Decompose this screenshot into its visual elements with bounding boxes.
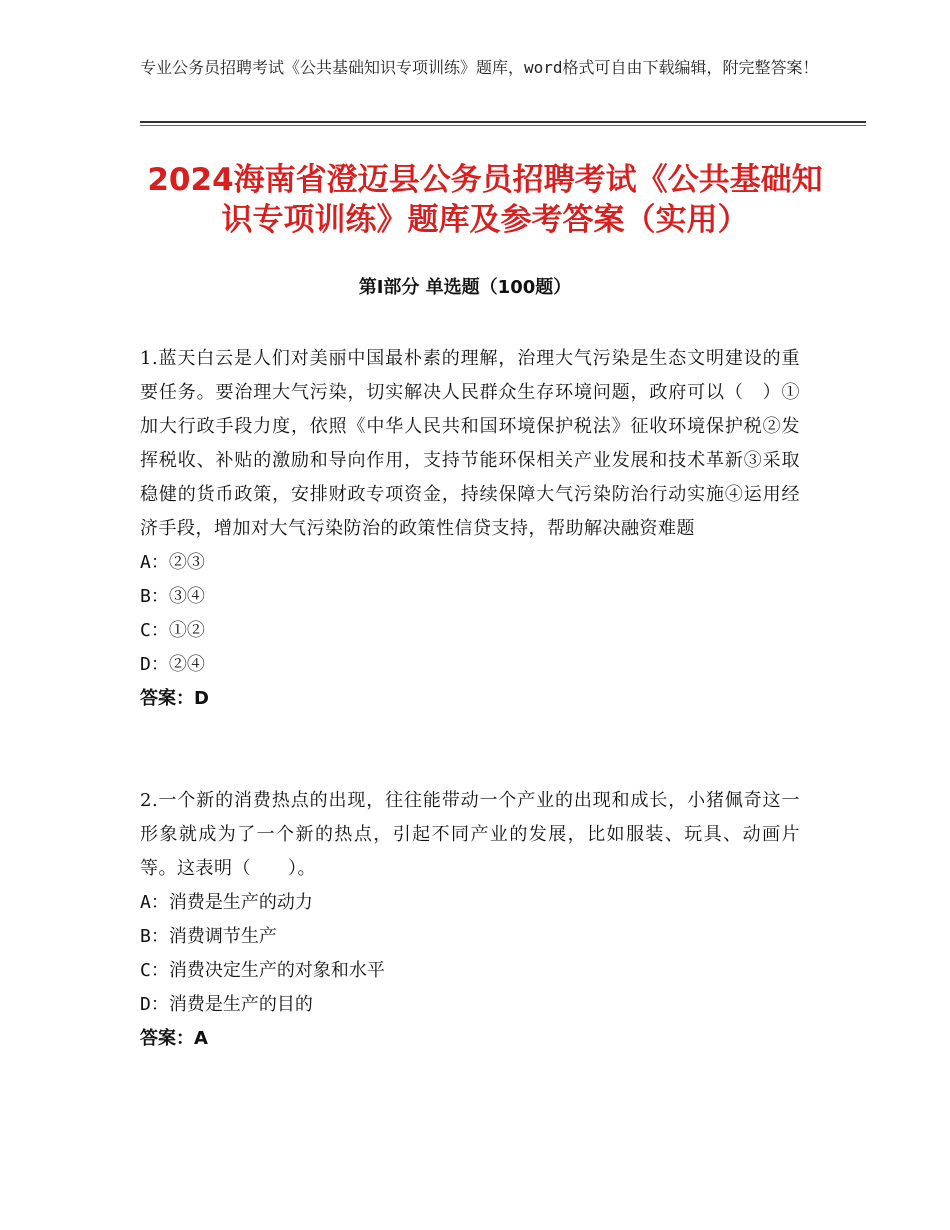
question-stem: 1.蓝天白云是人们对美丽中国最朴素的理解，治理大气污染是生态文明建设的重要任务。要治理大气污染，切实解决人民群众生存环境问题，政府可以（ ）①加大行政手段力度，依照《中华人民共和国环境保护税法》征收环境保护税②发挥税收、补贴的激励和导向作用，支持节能环保相关产业发展和技术革新③采取稳健的货币政策，安排财政专项资金，持续保障大气污染防治行动实施④运用经济手段，增加对大气污染防治的政策性信贷支持，帮助解决融资难题 xyxy=(140,348,800,539)
answer: 答案：D xyxy=(140,688,209,709)
option-a: A：消费是生产的动力 xyxy=(140,892,313,913)
question-1 xyxy=(140,342,800,716)
option-a: A：②③ xyxy=(140,552,205,573)
option-b: B：消费调节生产 xyxy=(140,926,277,947)
header-divider-thick xyxy=(140,121,866,123)
header-divider-thin xyxy=(140,125,866,126)
option-d: D：②④ xyxy=(140,654,205,675)
section-title: 第Ⅰ部分 单选题（100题） xyxy=(358,277,572,298)
question-stem: 2.一个新的消费热点的出现，往往能带动一个产业的出现和成长，小猪佩奇这一形象就成为了一个新的热点，引起不同产业的发展，比如服装、玩具、动画片等。这表明（ ）。 xyxy=(140,790,800,879)
answer: 答案：A xyxy=(140,1028,208,1049)
question-2 xyxy=(140,784,800,1056)
option-b: B：③④ xyxy=(140,586,205,607)
option-c: C：①② xyxy=(140,620,205,641)
option-c: C：消费决定生产的对象和水平 xyxy=(140,960,385,981)
document-title: 2024海南省澄迈县公务员招聘考试《公共基础知识专项训练》题库及参考答案（实用） xyxy=(147,162,823,238)
option-d: D：消费是生产的目的 xyxy=(140,994,313,1015)
header-note: 专业公务员招聘考试《公共基础知识专项训练》题库，word格式可自由下载编辑，附完整答案！ xyxy=(140,58,819,77)
